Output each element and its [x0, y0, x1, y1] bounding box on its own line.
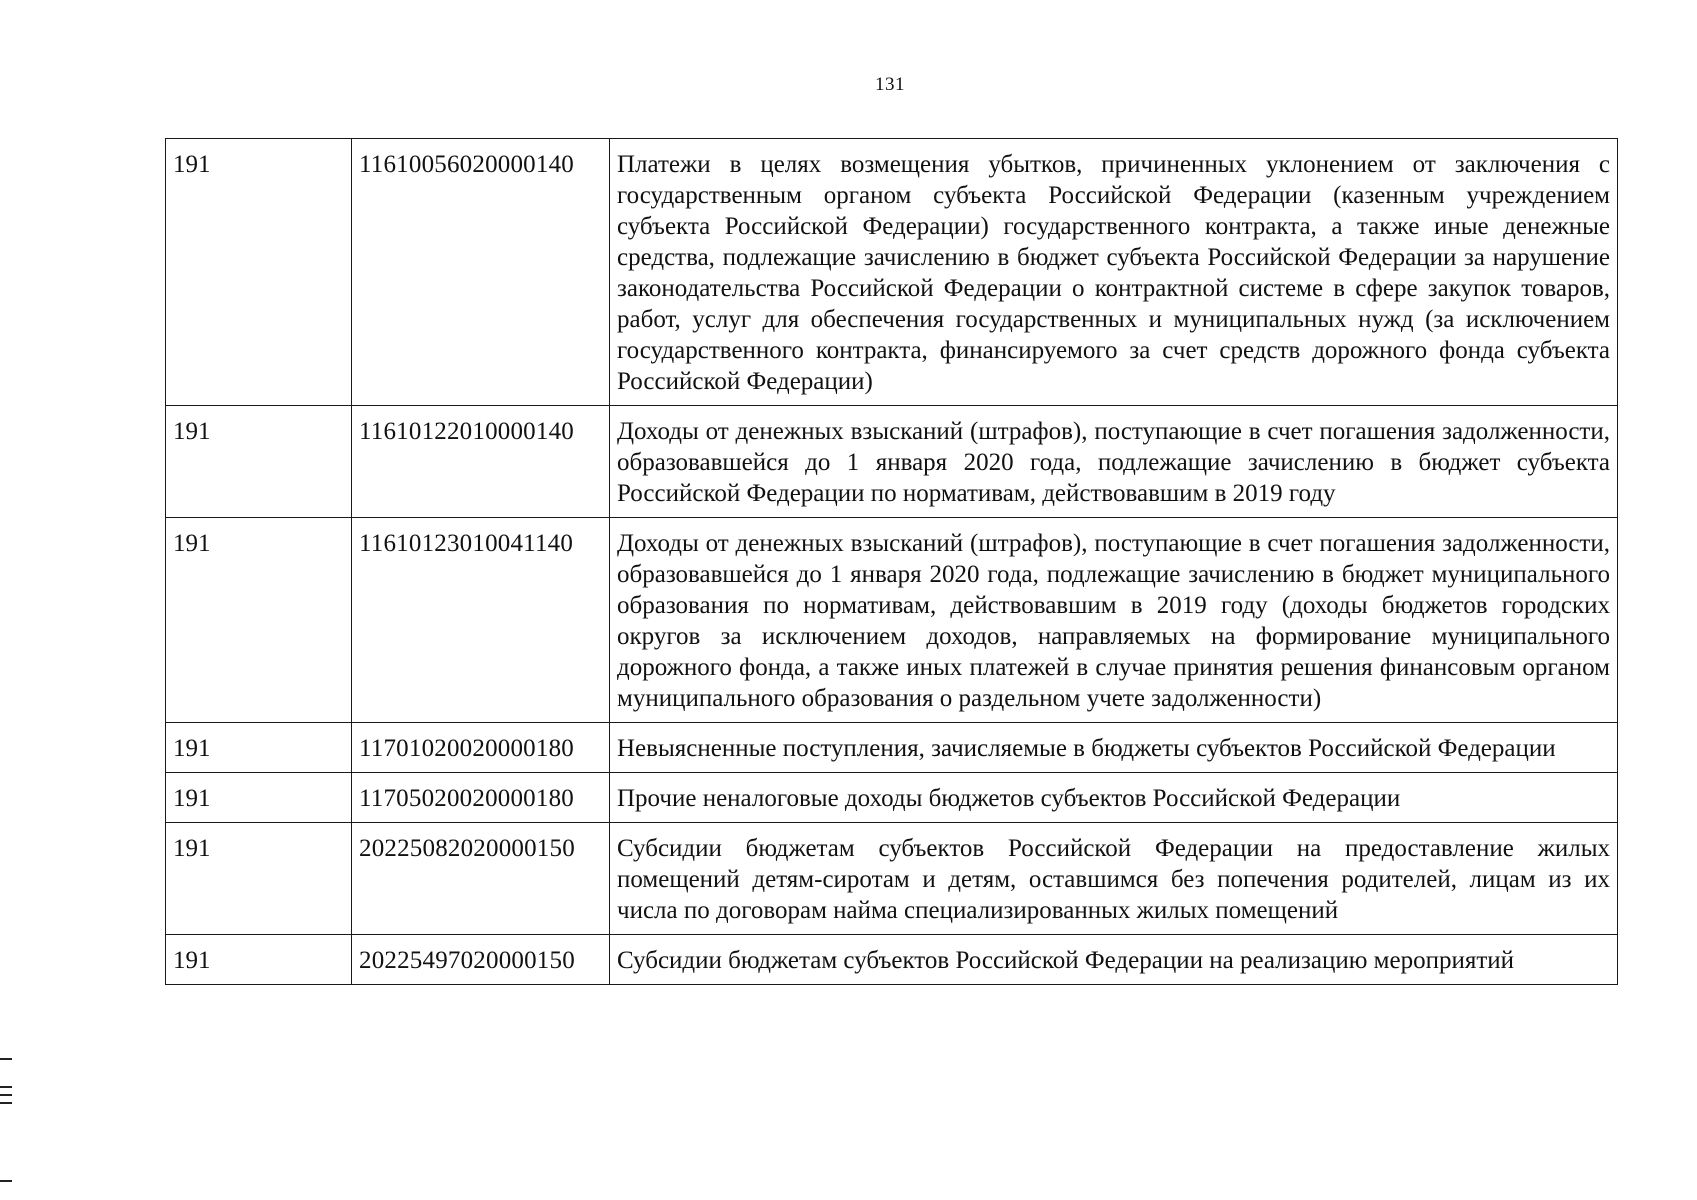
- table-row: [166, 139, 1618, 406]
- scan-margin-mark: [0, 1180, 12, 1182]
- admin-code-cell: 191: [166, 935, 352, 985]
- description-cell: Субсидии бюджетам субъектов Российской Федерации на предоставление жилых помещений детям-сиротам и детям, оставшимся без попечения родителей, лицам из их числа по договорам найма специализированных жилых помещений: [610, 823, 1618, 935]
- admin-code-cell: 191: [166, 773, 352, 823]
- description-cell: Субсидии бюджетам субъектов Российской Федерации на реализацию мероприятий: [610, 935, 1618, 985]
- budget-code-cell: 11705020020000180: [352, 773, 610, 823]
- table-row: [166, 823, 1618, 935]
- table-row: [166, 518, 1618, 723]
- admin-code-cell: 191: [166, 406, 352, 518]
- scan-margin-mark: [0, 1058, 12, 1060]
- table-row: [166, 723, 1618, 773]
- description-cell: Доходы от денежных взысканий (штрафов), поступающие в счет погашения задолженности, образовавшейся до 1 января 2020 года, подлежащие зачислению в бюджет субъекта Российской Федерации по нормативам, действовавшим в 2019 году: [610, 406, 1618, 518]
- budget-code-cell: 11610122010000140: [352, 406, 610, 518]
- admin-code-cell: 191: [166, 823, 352, 935]
- budget-code-cell: 20225497020000150: [352, 935, 610, 985]
- admin-code-cell: 191: [166, 139, 352, 406]
- description-cell: Невыясненные поступления, зачисляемые в бюджеты субъектов Российской Федерации: [610, 723, 1618, 773]
- budget-code-cell: 20225082020000150: [352, 823, 610, 935]
- table-row: [166, 406, 1618, 518]
- table-row: [166, 935, 1618, 985]
- budget-code-cell: 11610123010041140: [352, 518, 610, 723]
- admin-code-cell: 191: [166, 518, 352, 723]
- page-number: 131: [875, 74, 905, 95]
- scan-margin-mark: [0, 1102, 12, 1104]
- description-cell: Платежи в целях возмещения убытков, причиненных уклонением от заключения с государственным органом субъекта Российской Федерации (казенным учреждением субъекта Российской Федерации) государственного контракта, а также иные денежные средства, подлежащие зачислению в бюджет субъекта Российской Федерации за нарушение законодательства Российской Федерации о контрактной системе в сфере закупок товаров, работ, услуг для обеспечения государственных и муниципальных нужд (за исключением государственного контракта, финансируемого за счет средств дорожного фонда субъекта Российской Федерации): [610, 139, 1618, 406]
- description-cell: Прочие неналоговые доходы бюджетов субъектов Российской Федерации: [610, 773, 1618, 823]
- table-row: [166, 773, 1618, 823]
- budget-code-cell: 11701020020000180: [352, 723, 610, 773]
- budget-code-cell: 11610056020000140: [352, 139, 610, 406]
- budget-revenue-table: [165, 138, 1618, 985]
- admin-code-cell: 191: [166, 723, 352, 773]
- scan-margin-mark: [0, 1086, 12, 1088]
- scan-margin-mark: [0, 1094, 12, 1096]
- description-cell: Доходы от денежных взысканий (штрафов), поступающие в счет погашения задолженности, образовавшейся до 1 января 2020 года, подлежащие зачислению в бюджет муниципального образования по нормативам, действовавшим в 2019 году (доходы бюджетов городских округов за исключением доходов, направляемых на формирование муниципального дорожного фонда, а также иных платежей в случае принятия решения финансовым органом муниципального образования о раздельном учете задолженности): [610, 518, 1618, 723]
